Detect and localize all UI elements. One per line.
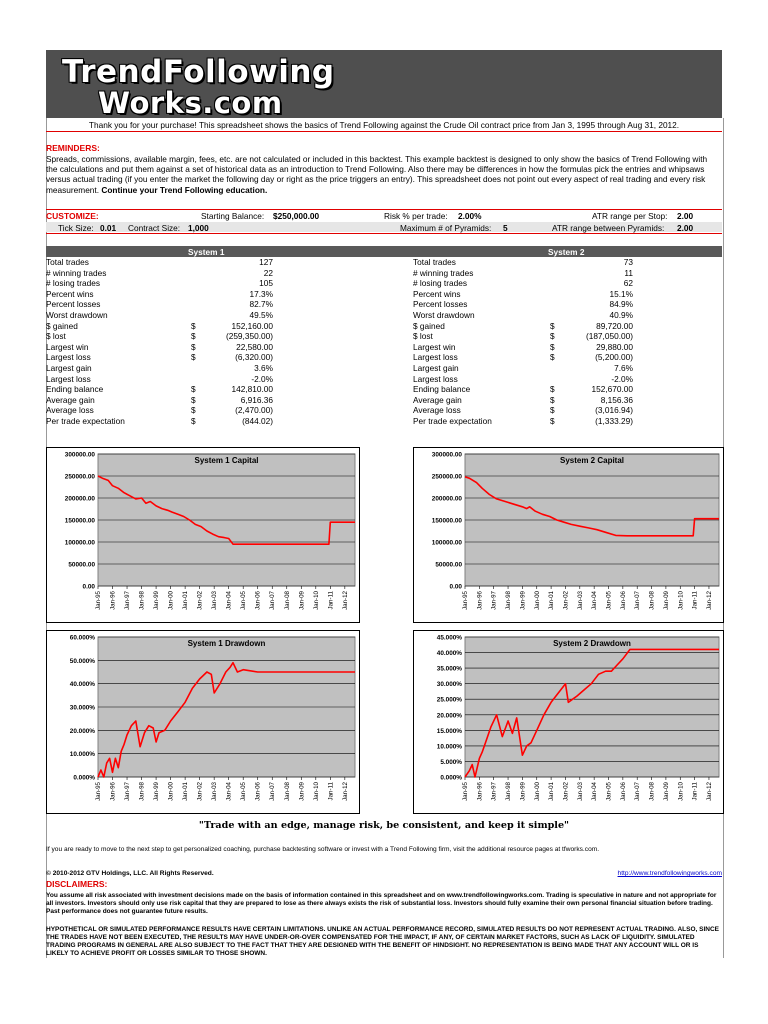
stat-label: # losing trades [46,278,100,289]
stat-label: Largest gain [46,362,92,373]
disclaimer-2: HYPOTHETICAL OR SIMULATED PERFORMANCE RESULTS HAVE CERTAIN LIMITATIONS. UNLIKE AN ACTUAL PERFORMANCE RECORD, SIMULATED RESULTS DO NOT REPRESENT ACTUAL TRADING. ALSO, SINCE THE TRADES HAVE NOT BEEN EXECUTED, THE RESULTS MAY HAVE UNDER-OR-OVER COMPENSATED FOR THE IMPACT, IF ANY, OF CERTAIN MARKET FACTORS, SUCH AS LACK OF LIQUIDITY. SIMULATED TRADING PROGRAMS IN GENERAL ARE ALSO SUBJECT TO THE FACT THAT THEY ARE DESIGNED WITH THE BENEFIT OF HINDSIGHT. NO REPRESENTATION IS BEING MADE THAT ANY ACCOUNT WILL OR IS LIKELY TO ACHIEVE PROFIT OR LOSSES SIMILAR TO THOSE SHOWN. [46,926,719,957]
stat-currency: $ [550,384,555,395]
x-tick-label: Jan-99 [519,782,527,801]
stat-label: Total trades [413,257,456,267]
x-tick-label: Jan-03 [211,591,219,610]
x-tick-label: Jan-05 [240,782,248,801]
y-tick-label: 100000.00 [431,539,462,547]
stat-value: 84.9% [609,299,633,310]
stat-label: Total trades [46,257,89,267]
stat-value: (844.02) [242,415,273,426]
stat-label: $ gained [413,320,445,331]
stat-label: Ending balance [46,384,104,395]
starting-balance-value[interactable]: $250,000.00 [273,211,320,221]
stat-currency [550,363,562,374]
x-tick-label: Jan-10 [312,591,320,610]
y-tick-label: 50.000% [69,657,95,665]
logo-line-1: TrendFollowing [62,54,335,90]
system-2-capital-svg [414,448,723,622]
x-tick-label: Jan-05 [605,591,613,610]
y-tick-label: 20.000% [436,712,462,720]
system-1-capital-svg [47,448,359,622]
x-tick-label: Jan-04 [225,591,233,610]
stat-currency: $ [550,415,555,426]
y-tick-label: 250000.00 [431,473,462,481]
x-tick-label: Jan-12 [341,782,349,801]
x-tick-label: Jan-08 [648,782,656,801]
stat-value: (6,320.00) [235,352,273,363]
stat-currency [191,289,203,300]
stat-row [46,374,273,385]
y-tick-label: 300000.00 [64,451,95,459]
stat-row [46,289,273,300]
stat-currency: $ [191,405,196,416]
stat-row [413,321,633,332]
stat-value: 142,810.00 [231,384,273,395]
stat-currency [191,310,203,321]
y-tick-label: 0.000% [73,774,95,782]
stat-label: # losing trades [413,278,467,289]
y-tick-label: 250000.00 [64,473,95,481]
stat-currency [191,363,203,374]
x-tick-label: Jan-12 [341,591,349,610]
x-tick-label: Jan-99 [519,591,527,610]
y-tick-label: 200000.00 [64,495,95,503]
stat-currency: $ [191,352,196,363]
x-tick-label: Jan-04 [591,591,599,610]
stat-row [413,278,633,289]
stat-label: Percent wins [46,288,94,299]
tick-size-value[interactable]: 0.01 [100,223,117,233]
y-tick-label: 45.000% [436,634,462,642]
stat-value: 6,916.36 [240,394,273,405]
y-tick-label: 15.000% [436,727,462,735]
x-tick-label: Jan-98 [138,782,146,801]
stat-currency: $ [191,331,196,342]
stat-value: 8,156.36 [600,394,633,405]
stat-currency [191,374,203,385]
stat-value: (5,200.00) [595,352,633,363]
x-tick-label: Jan-09 [662,782,670,801]
contract-size-label: Contract Size: [128,223,181,233]
stat-label: Largest gain [413,362,459,373]
y-tick-label: 100000.00 [64,539,95,547]
stat-value: 73 [623,257,633,267]
x-tick-label: Jan-06 [619,782,627,801]
x-tick-label: Jan-97 [124,591,132,610]
y-tick-label: 0.00 [449,583,462,591]
stat-label: $ lost [46,331,66,342]
plot-area [465,637,719,777]
system-1-capital-chart [46,447,360,623]
risk-value[interactable]: 2.00% [458,211,482,221]
stat-row [46,363,273,374]
risk-label: Risk % per trade: [384,211,448,221]
stat-currency [550,374,562,385]
x-tick-label: Jan-07 [634,782,642,801]
x-tick-label: Jan-01 [548,591,556,610]
x-tick-label: Jan-02 [562,591,570,610]
x-tick-label: Jan-02 [196,591,204,610]
stat-row [413,289,633,300]
stat-row [46,342,273,353]
y-tick-label: 40.000% [436,650,462,658]
stat-currency: $ [191,341,196,352]
stat-row [413,384,633,395]
system-1-drawdown-svg [47,631,359,813]
y-tick-label: 30.000% [436,681,462,689]
y-tick-label: 50000.00 [68,561,95,569]
x-tick-label: Jan-96 [109,591,117,610]
stat-row [413,363,633,374]
quote: "Trade with an edge, manage risk, be consistent, and keep it simple" [198,820,570,831]
x-tick-label: Jan-09 [298,591,306,610]
stat-row [413,268,633,279]
copyright: © 2010-2012 GTV Holdings, LLC. All Rights Reserved. [46,870,214,877]
chart-title: System 1 Drawdown [187,639,266,648]
x-tick-label: Jan-98 [138,591,146,610]
stat-label: Percent wins [413,288,461,299]
stat-label: Largest loss [46,373,91,384]
stat-row [46,384,273,395]
stat-label: Average gain [46,394,95,405]
x-tick-label: Jan-01 [182,782,190,801]
stat-row [46,310,273,321]
stat-label: Average loss [413,405,461,416]
stat-currency [191,257,203,268]
x-tick-label: Jan-95 [462,591,469,610]
x-tick-label: Jan-08 [283,591,291,610]
pyramids-value[interactable]: 5 [503,223,508,233]
stat-label: Per trade expectation [413,415,492,426]
stat-value: 49.5% [249,309,273,320]
stat-row [46,278,273,289]
y-tick-label: 300000.00 [431,451,462,459]
x-tick-label: Jan-95 [462,782,469,801]
system-2-title: System 2 [548,247,585,257]
y-tick-label: 35.000% [436,665,462,673]
y-tick-label: 0.000% [440,774,462,782]
stat-row [46,416,273,427]
stat-currency: $ [191,384,196,395]
logo-line-2: Works.com [98,86,283,120]
x-tick-label: Jan-02 [562,782,570,801]
y-tick-label: 30.000% [69,704,95,712]
stat-value: (187,050.00) [585,331,633,342]
systems-header-bar [46,246,722,257]
stat-row [46,395,273,406]
stat-value: 40.9% [609,309,633,320]
stat-value: 22,580.00 [236,341,273,352]
atr-pyramid-value[interactable]: 2.00 [677,223,694,233]
x-tick-label: Jan-95 [95,591,102,610]
stat-currency: $ [550,352,555,363]
x-tick-label: Jan-07 [269,782,277,801]
x-tick-label: Jan-99 [153,782,161,801]
disclaimers-title: DISCLAIMERS: [46,879,108,889]
x-tick-label: Jan-99 [153,591,161,610]
stat-label: Largest win [46,341,89,352]
stat-row [46,257,273,268]
stat-label: Percent losses [413,299,468,310]
stat-row [46,331,273,342]
chart-title: System 1 Capital [194,456,259,465]
stat-currency: $ [550,331,555,342]
stat-value: -2.0% [251,373,273,384]
stat-row [46,405,273,416]
stat-label: Ending balance [413,384,471,395]
x-tick-label: Jan-12 [705,591,713,610]
starting-balance-label: Starting Balance: [201,211,265,221]
y-tick-label: 0.00 [82,583,95,591]
x-tick-label: Jan-98 [505,591,513,610]
stat-value: (2,470.00) [235,405,273,416]
stat-value: 62 [623,278,633,289]
stat-currency [550,299,562,310]
stat-row [46,352,273,363]
x-tick-label: Jan-00 [167,591,175,610]
divider [46,233,722,234]
x-tick-label: Jan-05 [605,782,613,801]
x-tick-label: Jan-96 [476,591,484,610]
x-tick-label: Jan-06 [254,782,262,801]
stat-currency: $ [550,405,555,416]
x-tick-label: Jan-06 [619,591,627,610]
x-tick-label: Jan-96 [109,782,117,801]
x-tick-label: Jan-01 [548,782,556,801]
tick-size-label: Tick Size: [58,223,94,233]
stat-label: Largest loss [413,373,458,384]
stat-label: Worst drawdown [46,309,108,320]
reminders-emphasis: Continue your Trend Following education. [101,184,268,195]
pyramids-label: Maximum # of Pyramids: [400,223,492,233]
customize-title: CUSTOMIZE: [46,211,99,221]
stat-currency [191,299,203,310]
atr-stop-value[interactable]: 2.00 [677,211,694,221]
stat-label: # winning trades [413,267,474,278]
stat-value: 105 [259,278,273,289]
stat-currency [550,278,562,289]
reminders-title: REMINDERS: [46,143,100,153]
stat-value: 3.6% [254,362,273,373]
x-tick-label: Jan-10 [677,591,685,610]
stat-label: Per trade expectation [46,415,125,426]
x-tick-label: Jan-95 [95,782,102,801]
y-tick-label: 200000.00 [431,495,462,503]
stat-row [413,331,633,342]
x-tick-label: Jan-97 [124,782,132,801]
stat-currency [191,268,203,279]
x-tick-label: Jan-00 [533,782,541,801]
x-tick-label: Jan-11 [327,591,335,610]
stat-label: Largest loss [46,352,91,363]
stat-currency [191,278,203,289]
next-step-text: If you are ready to move to the next step to get personalized coaching, purchase backtesting software or invest with a Trend Following firm, visit the additional resource pages at tfworks.com. [46,846,600,853]
x-tick-label: Jan-09 [298,782,306,801]
stat-row [46,321,273,332]
stat-currency [550,289,562,300]
x-tick-label: Jan-10 [677,782,685,801]
y-tick-label: 50000.00 [435,561,462,569]
divider [46,209,722,210]
x-tick-label: Jan-96 [476,782,484,801]
stat-currency [550,310,562,321]
x-tick-label: Jan-09 [662,591,670,610]
system-1-stats [46,257,273,427]
stat-row [413,299,633,310]
y-tick-label: 5.000% [440,758,462,766]
stat-label: Largest win [413,341,456,352]
x-tick-label: Jan-01 [182,591,190,610]
stat-value: 29,880.00 [596,341,633,352]
y-tick-label: 40.000% [69,681,95,689]
stat-value: 82.7% [249,299,273,310]
y-tick-label: 25.000% [436,696,462,704]
stat-row [46,299,273,310]
x-tick-label: Jan-04 [591,782,599,801]
website-link[interactable]: http://www.trendfollowingworks.com [617,870,722,877]
x-tick-label: Jan-98 [505,782,513,801]
stat-label: Percent losses [46,299,101,310]
stat-label: $ gained [46,320,78,331]
x-tick-label: Jan-00 [533,591,541,610]
reminders-text: Spreads, commissions, available margin, fees, etc. are not calculated or included in this backtest. This example backtest is designed to only show the basics of Trend Following with the calculations and put them against a set of historical data as an introduction to Trend Following. Also there may be differences in how the formulas pick the entries and whipsaws versus actual trading (if you enter the market the following day or right as the price triggers an entry). This spreadsheet does not point out every aspect of real trading and every risk measurement. [46,154,708,195]
y-tick-label: 150000.00 [431,517,462,525]
x-tick-label: Jan-02 [196,782,204,801]
stat-currency: $ [550,320,555,331]
stat-currency: $ [191,415,196,426]
x-tick-label: Jan-11 [691,591,699,610]
stat-row [413,395,633,406]
x-tick-label: Jan-03 [211,782,219,801]
x-tick-label: Jan-10 [312,782,320,801]
x-tick-label: Jan-05 [240,591,248,610]
stat-currency [550,268,562,279]
stat-value: -2.0% [611,373,633,384]
y-tick-label: 10.000% [436,743,462,751]
stat-value: (259,350.00) [225,331,273,342]
stat-value: 89,720.00 [596,320,633,331]
stat-value: 17.3% [249,288,273,299]
y-tick-label: 10.000% [69,751,95,759]
x-tick-label: Jan-08 [648,591,656,610]
x-tick-label: Jan-11 [691,782,699,801]
x-tick-label: Jan-08 [283,782,291,801]
stat-label: # winning trades [46,267,107,278]
stat-label: $ lost [413,331,433,342]
reminders-body [46,154,718,195]
stat-currency: $ [550,394,555,405]
y-tick-label: 60.000% [69,634,95,642]
stat-value: (1,333.29) [595,415,633,426]
stat-row [413,405,633,416]
stat-label: Largest loss [413,352,458,363]
x-tick-label: Jan-11 [327,782,335,801]
stat-value: 152,160.00 [231,320,273,331]
stat-currency: $ [191,394,196,405]
contract-size-value[interactable]: 1,000 [188,223,209,233]
chart-title: System 2 Drawdown [553,639,631,648]
stat-value: 11 [624,267,633,278]
x-tick-label: Jan-00 [167,782,175,801]
x-tick-label: Jan-06 [254,591,262,610]
intro-text: Thank you for your purchase! This spreadsheet shows the basics of Trend Following against the Crude Oil contract price from Jan 3, 1995 through Aug 31, 2012. [88,120,680,130]
stat-value: 127 [259,257,273,267]
x-tick-label: Jan-07 [634,591,642,610]
stat-label: Average gain [413,394,462,405]
stat-currency [550,257,562,268]
atr-pyramid-label: ATR range between Pyramids: [552,223,665,233]
stat-value: 15.1% [609,288,633,299]
system-2-capital-chart [413,447,724,623]
stat-value: (3,016.94) [595,405,633,416]
divider [46,131,722,132]
stat-row [413,257,633,268]
stat-row [413,342,633,353]
x-tick-label: Jan-03 [576,782,584,801]
stat-row [46,268,273,279]
stat-row [413,310,633,321]
y-tick-label: 150000.00 [64,517,95,525]
system-1-drawdown-chart [46,630,360,814]
stat-value: 152,670.00 [591,384,633,395]
stat-label: Worst drawdown [413,309,475,320]
x-tick-label: Jan-12 [705,782,713,801]
stat-label: Average loss [46,405,94,416]
stat-currency: $ [191,320,196,331]
stat-row [413,374,633,385]
stat-value: 22 [263,267,273,278]
system-2-stats [413,257,633,427]
system-2-drawdown-svg [414,631,723,813]
chart-title: System 2 Capital [559,456,625,465]
system-1-title: System 1 [188,247,225,257]
stat-row [413,416,633,427]
x-tick-label: Jan-04 [225,782,233,801]
atr-stop-label: ATR range per Stop: [592,211,668,221]
x-tick-label: Jan-97 [490,782,498,801]
x-tick-label: Jan-97 [490,591,498,610]
x-tick-label: Jan-03 [576,591,584,610]
disclaimer-1: You assume all risk associated with investment decisions made on the basis of information contained in this spreadsheet and on www.trendfollowingworks.com. Trading is speculative in nature and not appropriate for all investors. Investors should only use risk capital that they are prepared to lose as there always exists the risk of substantial loss. Investors should fully examine their own personal financial situation before trading. Past performance does not guarantee future results. [46,892,717,915]
y-tick-label: 20.000% [69,727,95,735]
stat-currency: $ [550,341,555,352]
system-2-drawdown-chart [413,630,724,814]
stat-value: 7.6% [614,362,633,373]
x-tick-label: Jan-07 [269,591,277,610]
stat-row [413,352,633,363]
